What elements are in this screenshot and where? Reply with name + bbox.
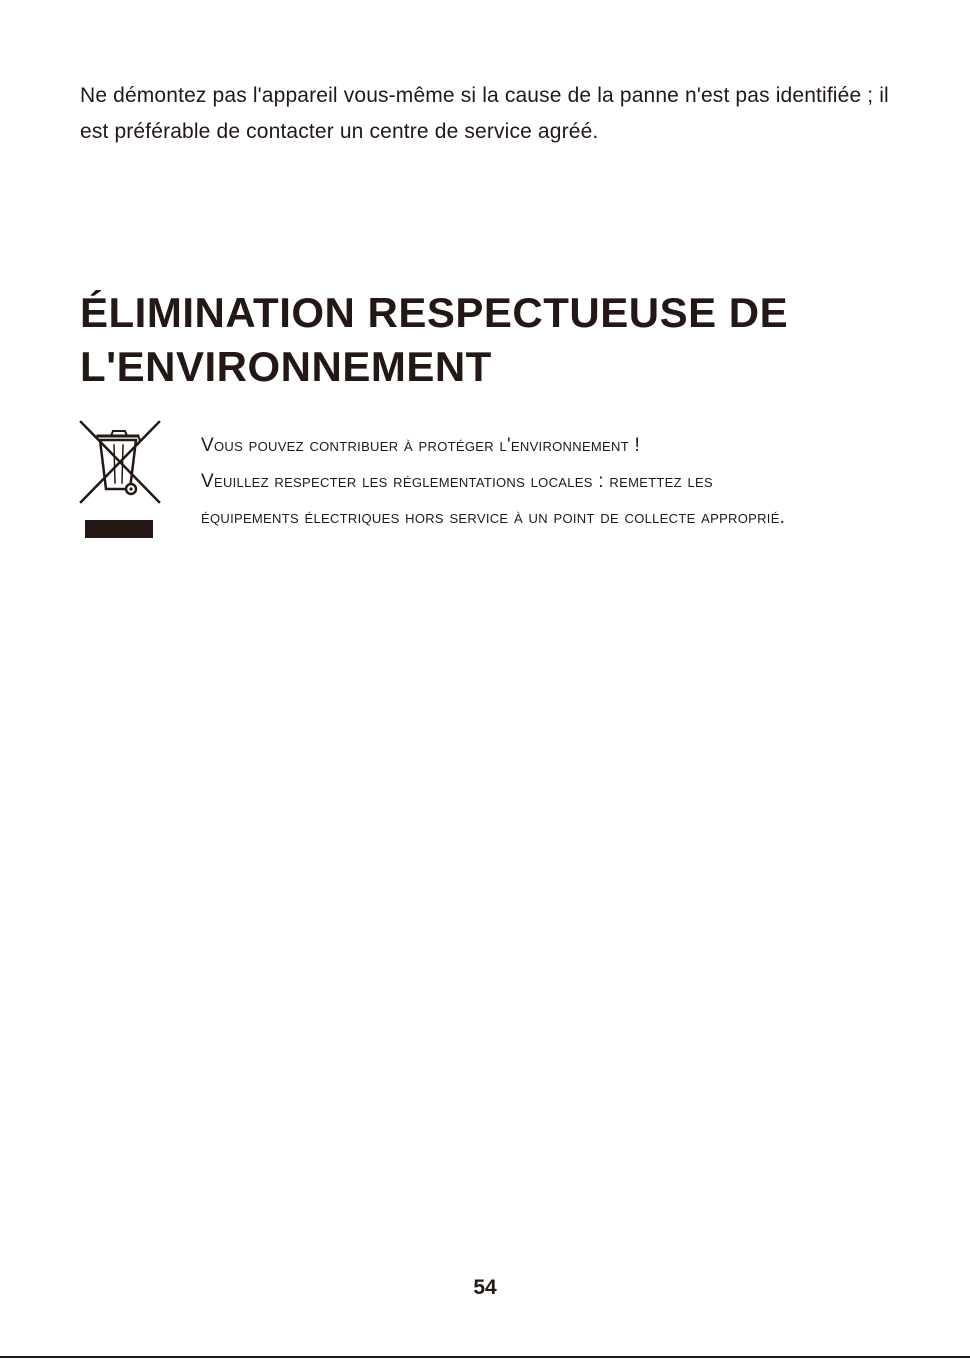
section-heading: ÉLIMINATION RESPECTUEUSE DE L'ENVIRONNEMENT [80,289,789,390]
page-number: 54 [473,1276,497,1299]
notice-line-3: équipements électriques hors service à un point de collecte approprié. [201,507,786,528]
intro-paragraph: Ne démontez pas l'appareil vous-même si la cause de la panne n'est pas identifiée ; il est préférable de contacter un centre de service agréé. [80,84,889,143]
crossed-out-wheelie-bin-icon [78,419,162,541]
notice-line-1: Vous pouvez contribuer à protéger l'environnement ! [201,435,641,456]
bottom-divider [0,1356,970,1358]
disposal-notice [201,428,941,536]
notice-line-2: Veuillez respecter les réglementations locales : remettez les [201,471,713,492]
